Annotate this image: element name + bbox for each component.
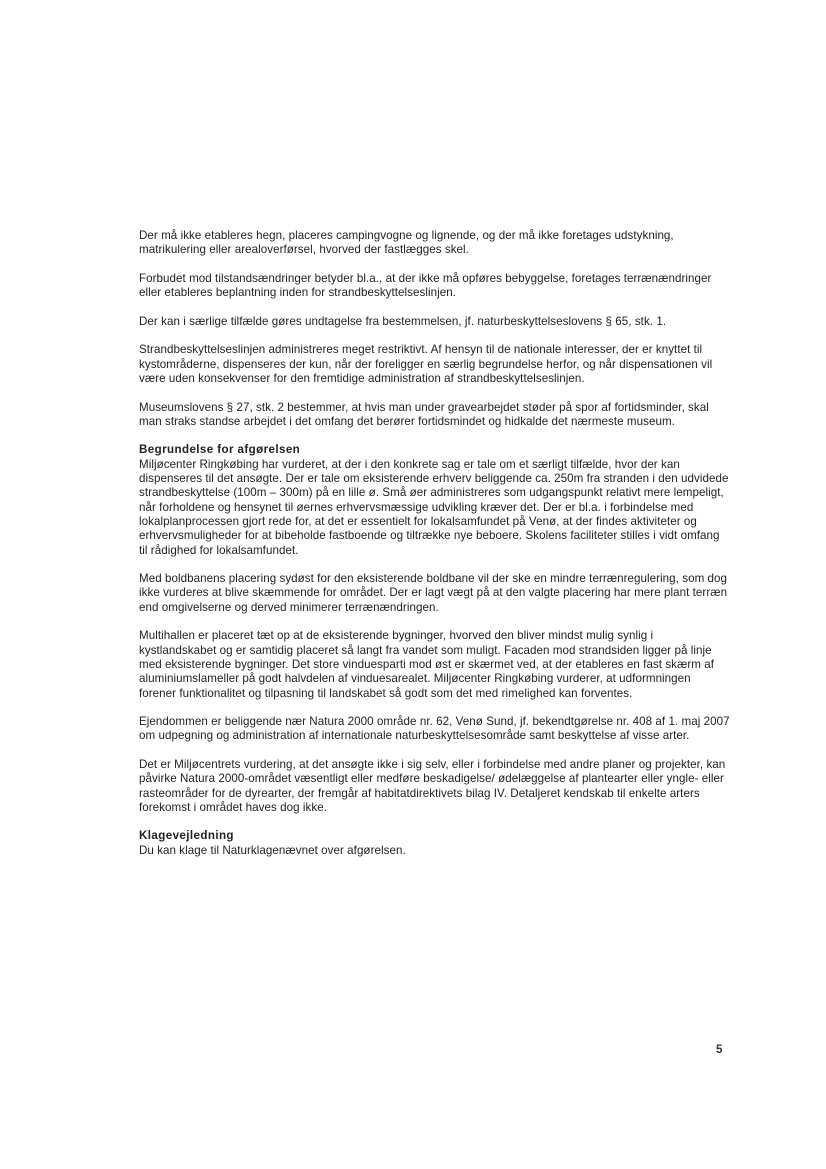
section-heading-begrundelse: Begrundelse for afgørelsen: [139, 443, 301, 457]
section-klagevejledning: [139, 829, 731, 858]
section-begrundelse: [139, 443, 731, 557]
paragraph-begrundelse: Miljøcenter Ringkøbing har vurderet, at der i den konkrete sag er tale om et særligt tilfælde, hvor der kan dispenseres til det ansøgte. Der er tale om eksisterende erhverv beliggende ca. 250m fra stranden i den udvidede strandbeskyttelse (100m – 300m) på en lille ø. Små øer administreres som udgangspunkt relativt mere lempeligt, når forholdene og hensynet til øernes erhvervsmæssige udvikling kræver det. Der er bl.a. i forbindelse med lokalplanprocessen gjort rede for, at det er essentielt for lokalsamfundet på Venø, at der findes aktiviteter og erhvervsmuligheder for at bibeholde fastboende og tiltrække nye beboere. Skolens faciliteter stilles i vidt omfang til rådighed for lokalsamfundet.: [139, 457, 729, 557]
document-body: [139, 229, 731, 872]
paragraph-forbud: Forbudet mod tilstandsændringer betyder bl.a., at der ikke må opføres bebyggelse, foretages terrænændringer eller etableres beplantning inden for strandbeskyttelseslinjen.: [139, 271, 712, 300]
section-heading-klagevejledning: Klagevejledning: [139, 829, 234, 843]
paragraph-undtagelse: Der kan i særlige tilfælde gøres undtagelse fra bestemmelsen, jf. naturbeskyttelseslovens § 65, stk. 1.: [139, 314, 667, 328]
paragraph-hegn: Der må ikke etableres hegn, placeres campingvogne og lignende, og der må ikke foretages udstykning, matrikulering eller arealoverførsel, hvorved der fastlægges skel.: [139, 229, 674, 257]
paragraph-vurdering: Det er Miljøcentrets vurdering, at det ansøgte ikke i sig selv, eller i forbindelse med andre planer og projekter, kan påvirke Natura 2000-området væsentligt eller medføre beskadigelse/ ødelæggelse af plantearter eller yngle- eller rasteområder for de dyrearter, der fremgår af habitatdirektivets bilag IV. Detaljeret kendskab til enkelte arters forekomst i området haves dog ikke.: [139, 757, 726, 814]
paragraph-boldbane: Med boldbanens placering sydøst for den eksisterende boldbane vil der ske en mindre terrænregulering, som dog ikke vurderes at blive skæmmende for området. Der er lagt vægt på at den valgte placering har mere plant terræn end omgivelserne og derved minimerer terrænændringen.: [139, 572, 728, 614]
paragraph-multihal: Multihallen er placeret tæt op at de eksisterende bygninger, hvorved den bliver mindst mulig synlig i kystlandskabet og er samtidig placeret så langt fra vandet som muligt. Facaden mod strandsiden ligger på linje med eksisterende bygninger. Det store vinduesparti mod øst er skærmet ved, at der etableres en fast skærm af aluminiumslameller på godt halvdelen af vinduesarealet. Miljøcenter Ringkøbing vurderer, at udformningen forener funktionalitet og tilpasning til landskabet så godt som det med rimelighed kan forventes.: [139, 629, 715, 700]
paragraph-natura2000: Ejendommen er beliggende nær Natura 2000 område nr. 62, Venø Sund, jf. bekendtgørelse nr. 408 af 1. maj 2007 om udpegning og administration af internationale naturbeskyttelsesområde samt beskyttelse af visse arter.: [139, 715, 730, 743]
paragraph-museumsloven: Museumslovens § 27, stk. 2 bestemmer, at hvis man under gravearbejdet støder på spor af fortidsminder, skal man straks standse arbejdet i det omfang det berører fortidsmindet og hidkalde det nærmeste museum.: [139, 400, 709, 428]
page-number: 5: [716, 1044, 723, 1056]
paragraph-klage: Du kan klage til Naturklagenævnet over afgørelsen.: [139, 843, 406, 857]
paragraph-restriktiv: Strandbeskyttelseslinjen administreres meget restriktivt. Af hensyn til de nationale interesser, der er knyttet til kystområderne, dispenseres der kun, når der foreligger en særlig begrundelse herfor, og når dispensationen vil være uden konsekvenser for den fremtidige administration af strandbeskyttelseslinjen.: [139, 343, 713, 385]
